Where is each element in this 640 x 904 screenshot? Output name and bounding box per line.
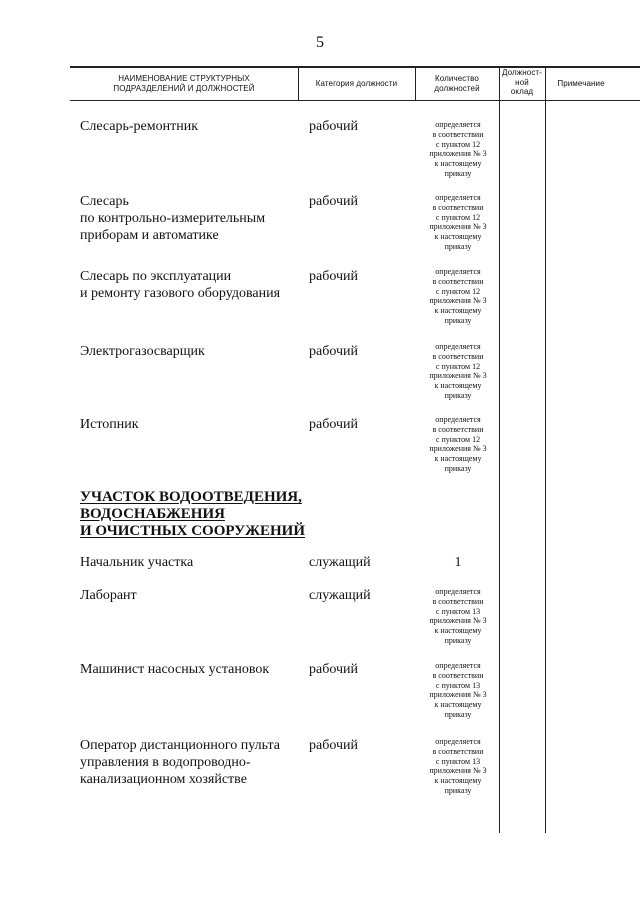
table-top-rule [70,66,640,68]
position-name: Машинист насосных установок [80,662,270,677]
position-category: служащий [309,588,371,603]
position-count: определяется в соответствии с пунктом 12 приложения № 3 к настоящему приказу [429,342,487,400]
position-name: Истопник [80,417,139,432]
position-name: Слесарь по эксплуатации и ремонту газового оборудования [80,269,281,301]
section-title-line: ВОДОСНАБЖЕНИЯ [80,506,225,522]
column-divider-salary [545,67,546,833]
position-name: Слесарь-ремонтник [80,119,199,134]
header-salary: Должност- ной оклад [502,68,542,96]
header-count: Количество должностей [434,74,480,93]
position-category: рабочий [309,662,358,677]
position-category: рабочий [309,344,358,359]
position-count: определяется в соответствии с пунктом 13 приложения № 3 к настоящему приказу [429,661,487,719]
position-name: Электрогазосварщик [80,344,205,359]
position-name: Лаборант [80,588,137,603]
position-count: определяется в соответствии с пунктом 13 приложения № 3 к настоящему приказу [429,737,487,795]
table-header-rule [70,100,640,101]
position-category: рабочий [309,269,358,284]
position-count: 1 [454,555,462,570]
position-count: определяется в соответствии с пунктом 12 приложения № 3 к настоящему приказу [429,120,487,178]
header-category: Категория должности [315,79,398,88]
position-name: Слесарь по контрольно-измерительным приборам и автоматике [80,194,266,243]
position-name: Начальник участка [80,555,194,570]
position-category: рабочий [309,119,358,134]
position-category: рабочий [309,194,358,209]
header-note: Примечание [557,79,605,88]
position-count: определяется в соответствии с пунктом 12 приложения № 3 к настоящему приказу [429,267,487,325]
position-category: служащий [309,555,371,570]
position-count: определяется в соответствии с пунктом 13 приложения № 3 к настоящему приказу [429,587,487,645]
position-count: определяется в соответствии с пунктом 12 приложения № 3 к настоящему приказу [429,415,487,473]
position-category: рабочий [309,738,358,753]
section-title-line: И ОЧИСТНЫХ СООРУЖЕНИЙ [80,523,306,539]
position-name: Оператор дистанционного пульта управления в водопроводно- канализационном хозяйстве [80,738,281,787]
header-name: НАИМЕНОВАНИЕ СТРУКТУРНЫХ ПОДРАЗДЕЛЕНИЙ И ДОЛЖНОСТЕЙ [113,74,255,93]
position-count: определяется в соответствии с пунктом 12 приложения № 3 к настоящему приказу [429,193,487,251]
page-number: 5 [316,34,324,51]
section-title-line: УЧАСТОК ВОДООТВЕДЕНИЯ, [80,489,302,505]
position-category: рабочий [309,417,358,432]
